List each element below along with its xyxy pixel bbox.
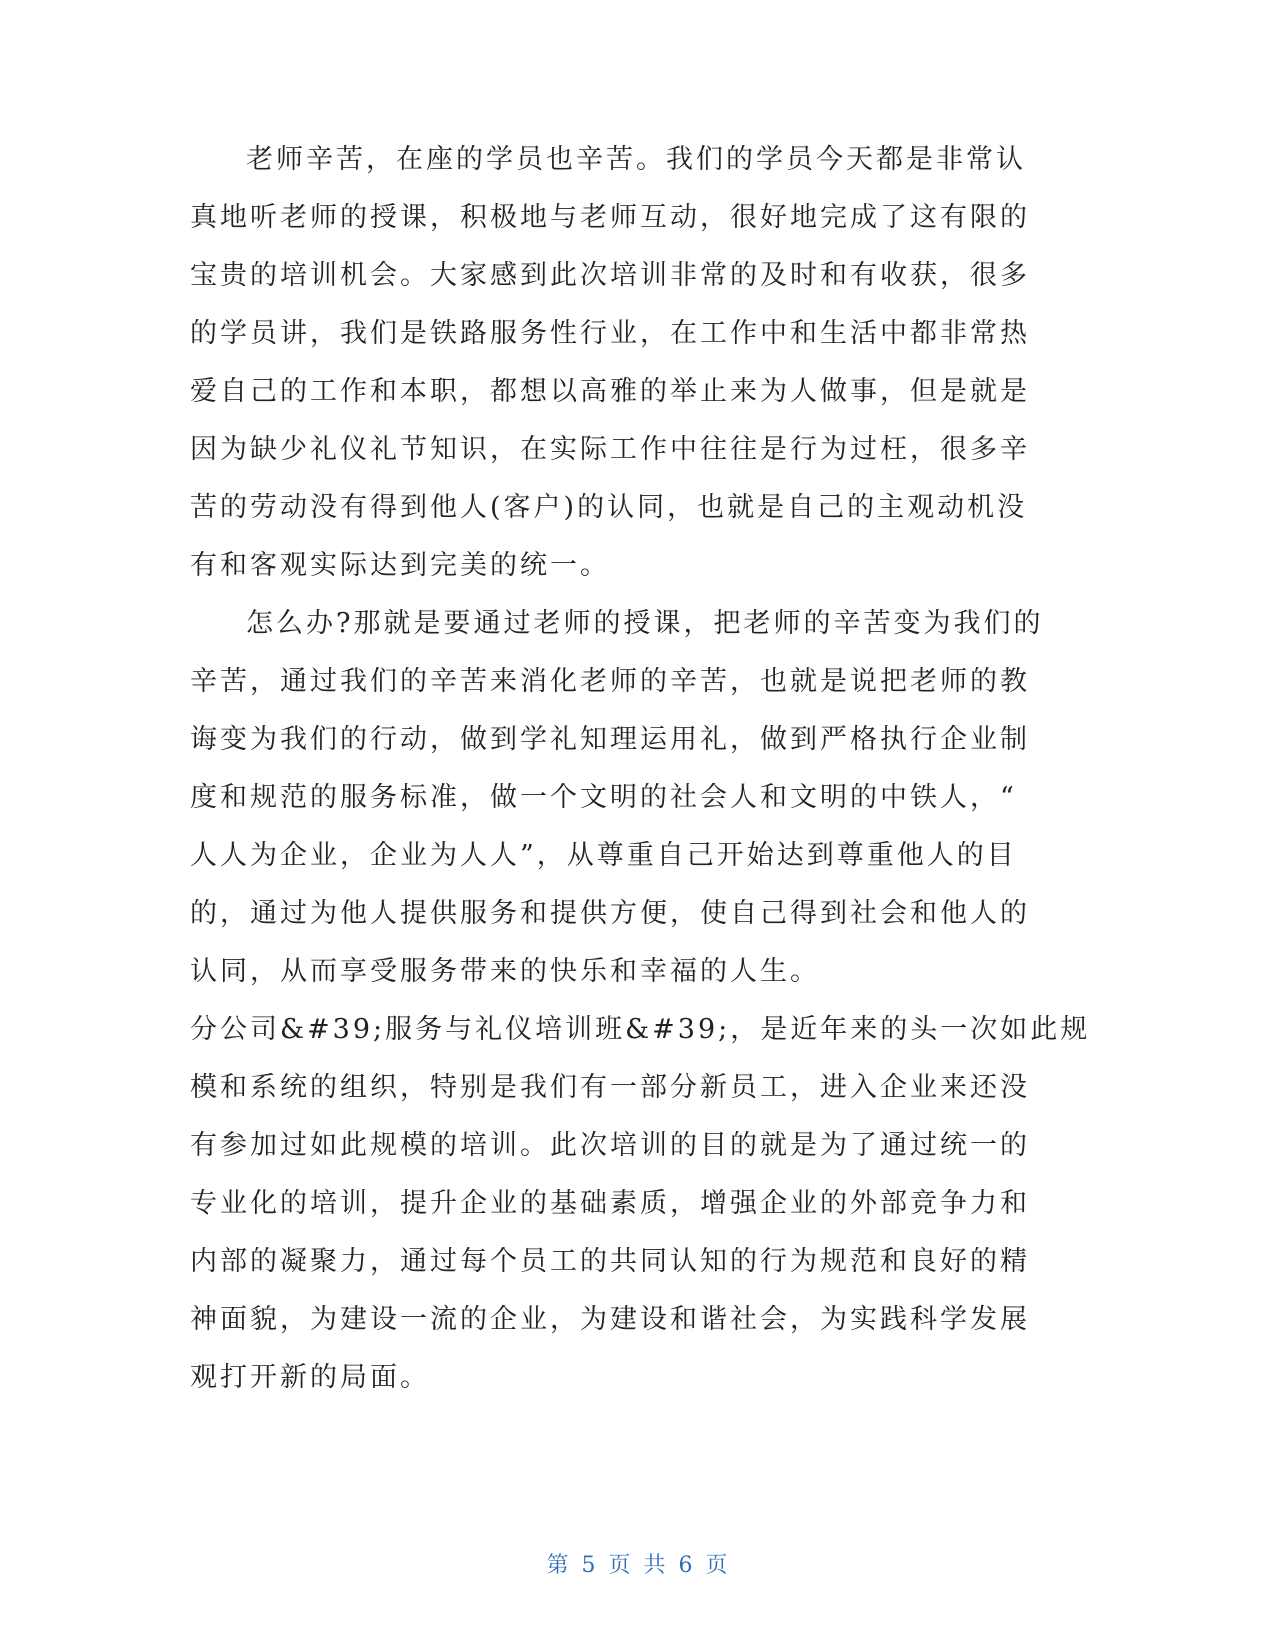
paragraph-1-line-1: 老师辛苦，在座的学员也辛苦。我们的学员今天都是非常认 [246,144,1026,175]
page-footer [0,1548,1275,1579]
paragraph-1-line-3: 宝贵的培训机会。大家感到此次培训非常的及时和有收获，很多 [190,260,1030,291]
current-page-number: 5 [581,1553,597,1578]
paragraph-1-line-8: 有和客观实际达到完美的统一。 [190,550,610,581]
paragraph-2-line-1: 怎么办?那就是要通过老师的授课，把老师的辛苦变为我们的 [246,608,1044,639]
paragraph-2-line-6: 的，通过为他人提供服务和提供方便，使自己得到社会和他人的 [190,898,1030,929]
page-label: 第 [546,1553,570,1578]
paragraph-2-line-5: 人人为企业，企业为人人”，从尊重自己开始达到尊重他人的目 [190,840,1017,871]
paragraph-1-line-5: 爱自己的工作和本职，都想以高雅的举止来为人做事，但是就是 [190,376,1030,407]
paragraph-3-line-4: 专业化的培训，提升企业的基础素质，增强企业的外部竞争力和 [190,1188,1030,1219]
paragraph-3-line-6: 神面貌，为建设一流的企业，为建设和谐社会，为实践科学发展 [190,1304,1030,1335]
paragraph-1-line-7: 苦的劳动没有得到他人(客户)的认同，也就是自己的主观动机没 [190,492,1028,523]
total-pages-number: 6 [678,1553,694,1578]
paragraph-3-line-5: 内部的凝聚力，通过每个员工的共同认知的行为规范和良好的精 [190,1246,1030,1277]
paragraph-2-line-4: 度和规范的服务标准，做一个文明的社会人和文明的中铁人，“ [190,782,1017,813]
paragraph-3-line-1: 分公司&#39;服务与礼仪培训班&#39;，是近年来的头一次如此规 [190,1014,1091,1045]
page-unit-label: 页 [608,1553,632,1578]
paragraph-2-line-3: 诲变为我们的行动，做到学礼知理运用礼，做到严格执行企业制 [190,724,1030,755]
paragraph-3-line-3: 有参加过如此规模的培训。此次培训的目的就是为了通过统一的 [190,1130,1030,1161]
paragraph-3-line-2: 模和系统的组织，特别是我们有一部分新员工，进入企业来还没 [190,1072,1030,1103]
paragraph-2-line-2: 辛苦，通过我们的辛苦来消化老师的辛苦，也就是说把老师的教 [190,666,1030,697]
total-unit-label: 页 [705,1553,729,1578]
total-label: 共 [643,1553,667,1578]
paragraph-3-line-7: 观打开新的局面。 [190,1362,430,1393]
paragraph-1-line-2: 真地听老师的授课，积极地与老师互动，很好地完成了这有限的 [190,202,1030,233]
paragraph-1-line-4: 的学员讲，我们是铁路服务性行业，在工作中和生活中都非常热 [190,318,1030,349]
paragraph-1-line-6: 因为缺少礼仪礼节知识，在实际工作中往往是行为过枉，很多辛 [190,434,1030,465]
paragraph-2-line-7: 认同，从而享受服务带来的快乐和幸福的人生。 [190,956,820,987]
